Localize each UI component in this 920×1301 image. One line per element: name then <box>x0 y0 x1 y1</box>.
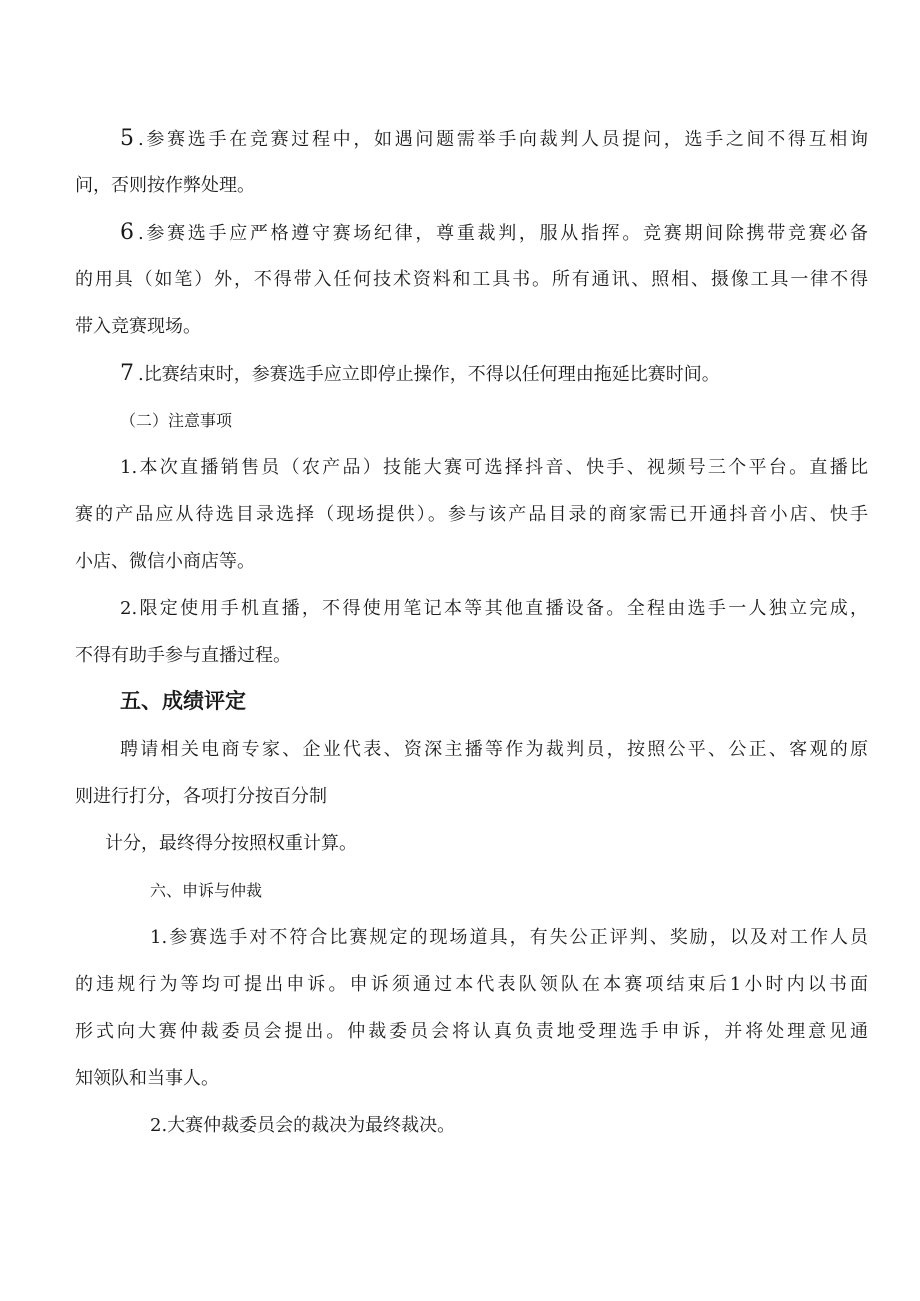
section-6-p1-line-3: 形式向大赛仲裁委员会提出。仲裁委员会将认真负责地受理选手申诉，并将处理意见通 <box>75 1021 868 1042</box>
note-1-line-1: 1.本次直播销售员（农产品）技能大赛可选择抖音、快手、视频号三个平台。直播比 <box>120 457 868 478</box>
item-5-line-1: 5 .参赛选手在竞赛过程中，如遇问题需举手向裁判人员提问，选手之间不得互相询 <box>120 126 868 151</box>
notes-heading: （二）注意事项 <box>120 411 233 430</box>
item-7-line-1: 7 .比赛结束时，参赛选手应立即停止操作，不得以任何理由拖延比赛时间。 <box>120 361 720 386</box>
note-1-line-3: 小店、微信小商店等。 <box>75 551 255 572</box>
note-2-line-1: 2.限定使用手机直播，不得使用笔记本等其他直播设备。全程由选手一人独立完成， <box>120 598 868 619</box>
item-6-number: 6 <box>120 220 134 245</box>
item-5-line-2: 问，否则按作弊处理。 <box>75 175 255 196</box>
item-5-number: 5 <box>120 126 134 151</box>
note-2-line-2: 不得有助手参与直播过程。 <box>75 645 291 666</box>
section-5-line-3: 计分，最终得分按照权重计算。 <box>105 833 357 854</box>
section-5-title: 五、成绩评定 <box>120 689 246 713</box>
item-7-number: 7 <box>120 361 134 386</box>
section-5-line-1: 聘请相关电商专家、企业代表、资深主播等作为裁判员，按照公平、公正、客观的原 <box>120 739 868 760</box>
item-6-line-3: 带入竞赛现场。 <box>75 316 201 337</box>
section-6-p1-line-2: 的违规行为等均可提出申诉。申诉须通过本代表队领队在本赛项结束后1小时内以书面 <box>75 974 868 995</box>
note-1-line-2: 赛的产品应从待选目录选择（现场提供）。参与该产品目录的商家需已开通抖音小店、快手 <box>75 504 868 525</box>
section-6-p1-line-1: 1.参赛选手对不符合比赛规定的现场道具，有失公正评判、奖励，以及对工作人员 <box>150 927 868 948</box>
section-5-line-2: 则进行打分，各项打分按百分制 <box>75 786 327 807</box>
item-6-line-2: 的用具（如笔）外，不得带入任何技术资料和工具书。所有通讯、照相、摄像工具一律不得 <box>75 269 868 290</box>
section-6-title: 六、申诉与仲裁 <box>150 881 263 900</box>
section-6-p2-line-1: 2.大赛仲裁委员会的裁决为最终裁决。 <box>150 1115 456 1136</box>
item-6-line-1: 6 .参赛选手应严格遵守赛场纪律，尊重裁判，服从指挥。竞赛期间除携带竞赛必备 <box>120 220 868 245</box>
section-6-p1-line-4: 知领队和当事人。 <box>75 1068 219 1089</box>
